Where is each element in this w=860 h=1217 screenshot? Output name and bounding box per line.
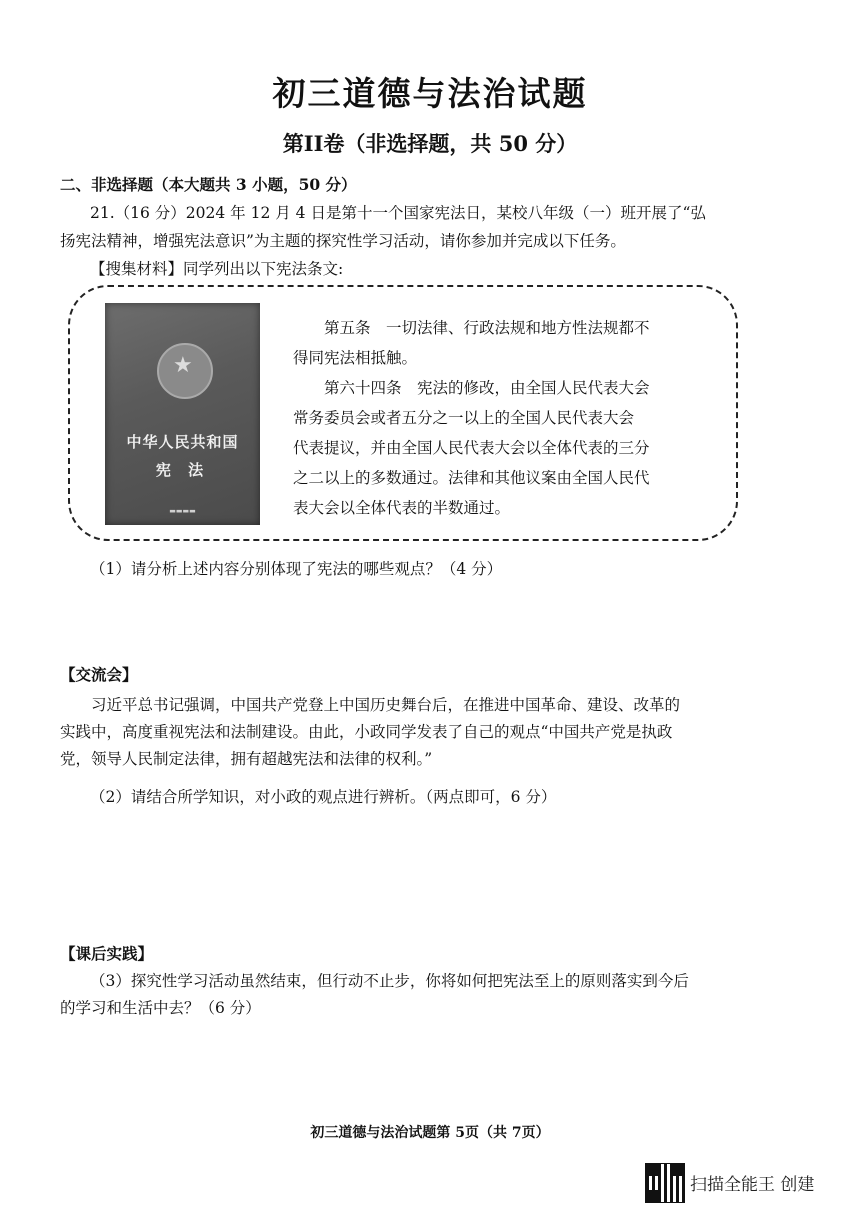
section-subtitle: 第II卷（非选择题，共 50 分）	[282, 131, 578, 156]
exchange-line: 实践中，高度重视宪法和法制建设。由此，小政同学发表了自己的观点“中国共产党是执政	[60, 723, 673, 741]
constitution-book-image	[105, 303, 260, 525]
article-line: 代表提议，并由全国人民代表大会以全体代表的三分	[293, 439, 650, 457]
collect-materials-line: 【搜集材料】同学列出以下宪法条文:	[90, 260, 344, 278]
national-emblem-icon	[157, 343, 213, 399]
practice-heading: 【课后实践】	[60, 944, 154, 963]
question-intro-line-2: 扬宪法精神，增强宪法意识”为主题的探究性学习活动，请你参加并完成以下任务。	[60, 232, 626, 250]
scanner-watermark: 扫描全能王 创建	[690, 1175, 815, 1195]
sub-question-1: （1）请分析上述内容分别体现了宪法的哪些观点？（4 分）	[90, 560, 503, 578]
exchange-heading: 【交流会】	[60, 665, 138, 684]
article-line: 第六十四条 宪法的修改，由全国人民代表大会	[293, 379, 650, 397]
article-line: 表大会以全体代表的半数通过。	[293, 499, 511, 517]
exchange-line: 习近平总书记强调，中国共产党登上中国历史舞台后，在推进中国革命、建设、改革的	[60, 696, 681, 714]
book-subtitle: 宪 法	[155, 461, 210, 479]
article-line: 得同宪法相抵触。	[293, 349, 418, 367]
page-title: 初三道德与法治试题	[272, 74, 588, 113]
question-intro-line-1: 21.（16 分）2024 年 12 月 4 日是第十一个国家宪法日，某校八年级（一）班开展了“弘	[90, 204, 706, 222]
article-line: 第五条 一切法律、行政法规和地方性法规都不	[293, 319, 650, 337]
book-title: 中华人民共和国	[126, 433, 239, 451]
sub-question-3-line-2: 的学习和生活中去？（6 分）	[60, 999, 261, 1017]
article-line: 之二以上的多数通过。法律和其他议案由全国人民代	[293, 469, 650, 487]
sub-question-3-line-1: （3）探究性学习活动虽然结束，但行动不止步，你将如何把宪法至上的原则落实到今后	[90, 972, 689, 990]
exchange-line: 党，领导人民制定法律，拥有超越宪法和法律的权利。”	[60, 750, 433, 768]
sub-question-2: （2）请结合所学知识，对小政的观点进行辨析。（两点即可，6 分）	[90, 788, 557, 806]
article-line: 常务委员会或者五分之一以上的全国人民代表大会	[293, 409, 635, 427]
book-publisher-mark: ▬▬▬▬	[169, 507, 196, 515]
page-footer: 初三道德与法治试题第 5页（共 7页）	[310, 1125, 550, 1141]
qr-code-icon	[645, 1163, 685, 1203]
section-heading: 二、非选择题（本大题共 3 小题，50 分）	[60, 175, 357, 194]
